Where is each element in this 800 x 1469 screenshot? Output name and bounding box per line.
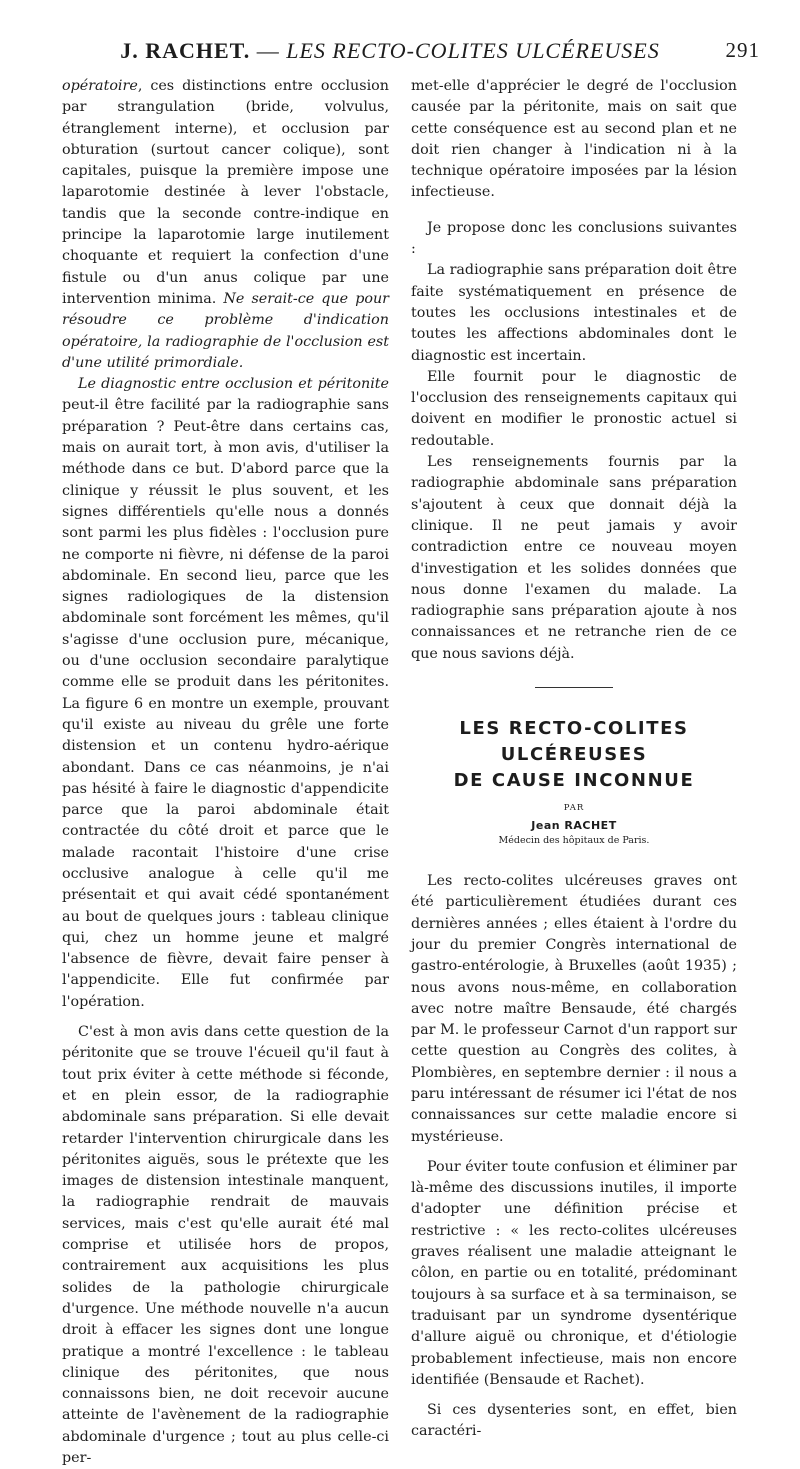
left-p2-text: peut-il être facilité par la radiographie sans préparation ? Peut-être dans certains cas, mais on aurait tort, à mon avis, d'utiliser la méthode dans ce but. D'abord parce que la clinique y réussit le plus souvent, et les signes différentiels qu'elle nous a donnés sont parmi les plus fidèles : l'occlusion pure ne comporte ni fièvre, ni défense de la paroi abdominale. En second lieu, parce que les signes radiologiques de la distension abdominale sont forcément les mêmes, qu'il s'agisse d'une occlusion pure, mécanique, ou d'une occlusion secondaire paralytique comme elle se produit dans les péritonites. La figure 6 en montre un exemple, prouvant qu'il existe au niveau du grêle une forte distension et un contenu hydro-aérique abondant. Dans ce cas néanmoins, je n'ai pas hésité à faire le diagnostic d'appendicite parce que la paroi abdominale était contractée du côté droit et parce que le malade racontait l'histoire d'une crise occlusive analogue à celle qu'il me présentait et qui avait cédé spontanément au bout de quelques jours : tableau clinique qui, chez un homme jeune et malgré l'absence de fièvre, devait faire penser à l'appendicite. Elle fut confirmée par l'opération. (62, 397, 389, 1010)
right-paragraph-2: Je propose donc les conclusions suivantes : (411, 219, 737, 258)
article-paragraph-3: Si ces dysenteries sont, en effet, bien caractéri- (411, 1402, 737, 1440)
left-paragraph-3: C'est à mon avis dans cette question de la péritonite que se trouve l'écueil qu'il faut à tout prix éviter à cette méthode si féconde, et en plein essor, de la radiographie abdominale sans préparation. Si elle devait retarder l'intervention chirurgicale dans les péritonites aiguës, sous le prétexte que les images de distension intestinale manquent, la radiographie rendrait de mauvais services, mais c'est qu'elle aurait été mal comprise et utilisée hors de propos, contrairement aux acquisitions les plus solides de la pathologie chirurgicale d'urgence. Une méthode nouvelle n'a aucun droit à effacer les signes dont une longue pratique a montré l'excellence : le tableau clinique des péritonites, que nous connaissons bien, ne doit recevoir aucune atteinte de l'avènement de la radiographie abdominale d'urgence ; tout au plus celle-ci per- (62, 1024, 389, 1466)
running-title (60, 38, 720, 64)
article-title-line-2: ULCÉREUSES (500, 744, 648, 766)
header-separator: — (250, 38, 287, 63)
section-divider (535, 687, 613, 688)
article-byline: Jean RACHET (531, 819, 617, 833)
right-paragraph-4: Elle fournit pour le diagnostic de l'occlusion des renseignements capitaux qui doivent en modifier le pronostic actuel si redoutable. (411, 368, 737, 449)
right-column (411, 76, 737, 1443)
page-number: 291 (725, 38, 760, 62)
left-column (62, 76, 389, 1469)
par-label: PAR (563, 803, 585, 814)
left-p1-italic-start: opératoire (62, 78, 138, 94)
article-title (411, 716, 737, 794)
header-running-title: LES RECTO-COLITES ULCÉREUSES (286, 38, 660, 63)
article-body (411, 871, 737, 1443)
article-title-line-1: LES RECTO-COLITES (459, 718, 689, 740)
article-title-line-3: DE CAUSE INCONNUE (453, 770, 695, 792)
right-paragraph-1: met-elle d'apprécier le degré de l'occlusion causée par la péritonite, mais on sait que cette conséquence est au second plan et ne doit rien changer à l'indication ni à la technique opératoire imposées par la lésion infectieuse. (411, 78, 737, 201)
left-p1-text: , ces distinctions entre occlusion par strangulation (bride, volvulus, étranglement interne), et occlusion par obturation (surtout cancer colique), sont capitales, puisque la première impose une laparotomie destinée à lever l'obstacle, tandis que la seconde contre-indique en principe la laparotomie large inutilement choquante et requiert la confection d'une fistule ou d'un anus colique par une intervention minima. (62, 78, 389, 307)
right-paragraph-3: La radiographie sans préparation doit être faite systématiquement en présence de toutes les occlusions intestinales et de toutes les affections abdominales dont le diagnostic est incertain. (411, 262, 737, 364)
header-author: J. RACHET. (120, 38, 251, 63)
left-paragraph-2 (62, 374, 389, 1013)
left-p1-italic-end: Ne serait-ce que pour résoudre ce problème d'indication opératoire, la radiographie de l'occlusion est d'une utilité primordiale. (62, 290, 390, 371)
left-p2-italic-start: Le diagnostic entre occlusion et péritonite (78, 376, 389, 393)
article-paragraph-2: Pour éviter toute confusion et éliminer par là-même des discussions inutiles, il importe d'adopter une définition précise et restrictive : « les recto-colites ulcéreuses graves réalisent une maladie atteignant le côlon, en partie ou en totalité, prédominant toujours à sa surface et à sa terminaison, se traduisant par un syndrome dysentérique d'allure aiguë ou chronique, et d'étiologie probablement infectieuse, mais non encore identifiée (Bensaude et Rachet). (411, 1158, 737, 1388)
article-affiliation: Médecin des hôpitaux de Paris. (498, 835, 650, 847)
left-paragraph-1 (62, 76, 389, 374)
right-paragraph-5: Les renseignements fournis par la radiographie abdominale sans préparation s'ajoutent à ceux que donnait déjà la clinique. Il ne peut jamais y avoir contradiction entre ce nouveau moyen d'investigation et les solides données que nous donne l'examen du malade. La radiographie sans préparation ajoute à nos connaissances et ne retranche rien de ce que nous savions déjà. (411, 454, 737, 662)
running-header (0, 36, 800, 70)
article-paragraph-1: Les recto-colites ulcéreuses graves ont été particulièrement étudiées durant ces dernières années ; elles étaient à l'ordre du jour du premier Congrès international de gastro-entérologie, à Bruxelles (août 1935) ; nous avons nous-même, en collaboration avec notre maître Bensaude, été chargés par M. le professeur Carnot d'un rapport sur cette question au Congrès des colites, à Plombières, en septembre dernier : il nous a paru intéressant de résumer ici l'état de nos connaissances sur cette maladie encore si mystérieuse. (411, 873, 737, 1145)
